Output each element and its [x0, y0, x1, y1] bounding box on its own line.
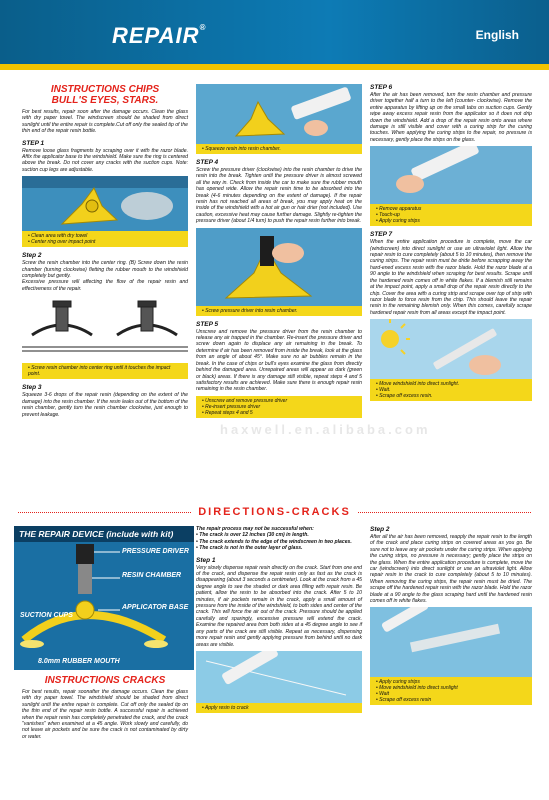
step7-photo: [370, 319, 532, 379]
cracks-note-3: • The crack is not in the outer layer of glass.: [196, 545, 303, 552]
cracks-column-3: [370, 526, 532, 705]
cracks-step2-title: Step 2: [370, 526, 390, 533]
chips-intro: For best results, repair soon after the damage occurs. Clean the glass with dry paper towel. The windscreen should be shaded from direct sunlight until the entire repair is complete.Cut off only the sealed tip of the thin end of the repair resin bottle.: [22, 109, 188, 135]
chips-step1-title: STEP 1: [22, 139, 45, 147]
language-label: English: [475, 28, 519, 42]
rubber-mouth-label: 8.0mm RUBBER MOUTH: [38, 658, 120, 665]
chips-step6-title: STEP 6: [370, 84, 393, 91]
step6-caption: • Remove apparatus • Touch-up • Apply curing strips: [370, 204, 532, 226]
step1-photo: [22, 176, 188, 231]
step7-caption: • Move windshield into direct sunlight. • Wait. • Scrape off excess resin.: [370, 379, 532, 401]
pressure-driver-label: PRESSURE DRIVER: [122, 548, 189, 555]
chips-step2-title: Step 2: [22, 252, 42, 260]
sunlight-curing-image: [370, 319, 532, 379]
chips-column-2: [196, 84, 362, 418]
cracks-step2-caption: • Apply curing strips • Move windshield into direct sunlight • Wait • Scrape off excess resin: [370, 677, 532, 705]
chips-step5-text: Unscrew and remove the pressure driver from the resin chamber to release any air trapped in the chamber. Re-insert the pressure driver and screw down again to displace any air remaining in the break. To determine if air has been removed from inside the break, look at the glass from an angle of about 45°. Make sure no air bubbles remain in the break. In the case of chips or bull's eyes examine the glass from directly behind the damaged area. Unrepaired areas will appear as dark (green or black) areas. If there is any damage still visible, repeat steps 4 and 5 satisfactory results are achieved. Make sure there is enough repair resin remaining in the resin chamber.: [196, 328, 362, 393]
cracks-step1-photo: [196, 651, 362, 703]
pressure-driver-image: [196, 228, 362, 306]
suction-cups-label: SUCTION CUPS: [20, 612, 73, 619]
apply-resin-crack-image: [196, 651, 362, 703]
resin-chamber-label: RESIN CHAMBER: [122, 572, 182, 579]
chips-step7-title: STEP 7: [370, 231, 393, 239]
repair-device-box: [14, 526, 194, 670]
cracks-step1-text: Very slowly dispense repair resin directly on the crack. Start from one end of the crack, and dispense the repair resin only as fast as the crack is disappearing (about 3 seconds a centimeter). Look at the crack from a 45 degree angle to see the shaded or dark area filling with repair resin. Be patient, allow the resin to be absorbed into the crack. After 5 to 10 minutes, if air pockets remain in the crack, apply a small amount of pressure from the inside of the windshield, to both sides and center of the crack. This will force the air out of the crack. Pressure should be applied carefully and sparingly, excessive pressure will extend the crack. Examine the repaired area from both sides at a 45 degree angle to see if any parts of the crack are still visible. Repeat as necessary, dispensing more repair resin and gently applying pressure from behind until no dark areas are visible.: [196, 564, 362, 648]
cracks-intro: For best results, repair soonafter the damage occurs. Clean the glass with dry paper towel. The windshield should be shaded from direct sunlight until the entire repair is complete. Cut off only the sealed tip on the thin end of the repair resin bottle. A successful repair is achieved when the repair resin has completely penetrated the crack, and the crack "vanishes" when examined at a 45 angle. Work slowly and carefully, do not leave air pockets and be sure the crack is not contaminated by dirty or water.: [22, 689, 188, 740]
cracks-note-1: • The crack is over 12 inches (30 cm) in length.: [196, 532, 309, 539]
page-header: [0, 0, 549, 70]
cracks-notes-title: The repair process may not be successful when:: [196, 526, 314, 532]
chips-step4-title: STEP 4: [196, 159, 219, 166]
chips-title: INSTRUCTIONS CHIPS BULL'S EYES, STARS.: [50, 84, 160, 106]
chips-column-1: [22, 84, 188, 418]
cracks-column-2: [196, 526, 362, 713]
header-yellow-strip: [0, 64, 549, 70]
chips-step1-text: Remove loose glass fragments by scraping over it with the razor blade. Affix the applicator base to the windshield. Make sure the ring is centered above the break. Do not cover any cracks with the suction cups. Note: suction cup legs are adjustable.: [22, 147, 188, 173]
repair-device-title: THE REPAIR DEVICE (include with kit): [14, 526, 194, 542]
cracks-step2-photo: [370, 607, 532, 677]
step5-caption: • Unscrew and remove pressure driver • Re-insert pressure driver • Repeat steps 4 and 5: [196, 396, 362, 418]
curing-strips-image: [370, 607, 532, 677]
step1-caption: • Clean area with dry towel • Center ring over impact point: [22, 231, 188, 247]
resin-chamber-diagram: [22, 295, 188, 363]
cracks-note-2: • The crack extends to the edge of the windscreen in two places.: [196, 538, 352, 545]
step3-photo: [196, 84, 362, 144]
chips-step5-title: STEP 5: [196, 320, 219, 328]
cracks-column-1: [22, 675, 188, 740]
repair-device-illustration: [14, 540, 194, 666]
step6-photo: [370, 146, 532, 204]
applicator-base-image: [22, 176, 188, 231]
step3-caption: • Squeeze resin into resin chamber.: [196, 144, 362, 154]
step2-caption: • Screw resin chamber into center ring until it touches the impact point.: [22, 363, 188, 379]
chips-step3-text: Squeeze 3-6 drops of the repair resin (depending on the extent of the damage) into the resin chamber. If the resin leaks out of the bottom of the resin chamber, gently turn the resin chamber clockwise, just enough to prevent leakage.: [22, 392, 188, 418]
step4-caption: • Screw pressure driver into resin chamber.: [196, 306, 362, 316]
chips-step4-text: Screw the pressure driver (clockwise) into the resin chamber to drive the resin into the break. Tighten until the pressure driver is almost screwed all the way in. Check from inside the car to make sure the rubber mouth has opened wide. Allow the repair resin time to be absorbed into the break (4-6 minutes depending on the extent of damage). If the repair resin has not reached all areas of break, you may apply heat on the inside of the windshield with a hot air gun or hair drier (not included). Use caution, excessive heat may cause further damage. Slightly re-tighten the pressure driver (about 1/4 turn) to push the repair resin further into break.: [196, 167, 362, 225]
cracks-step2-text: After all the air has been removed, reapply the repair resin to the length of the crack and place curing strips on covered areas as you go. Be sure not to leave any air pockets under the curing strips. When applying the curing strips, no pressure is necessary; gently place the strips on the glass. When the entire application procedure is complete, move the car (windscreen) into direct sunlight or use an ultraviolet light. Allow repair resin in the crack to cure completely (about 5 to 10 minutes). When removing the curing strips, the repair resin must be dried. The scrape off the hardened repair resin with the razor blade. Hold the razor blade at a 90 angle to the glass scraping hard until the hardened resin comes off in white flakes.: [370, 534, 532, 605]
resin-touchup-image: [370, 146, 532, 204]
applicator-base-label: APPLICATOR BASE: [122, 604, 189, 611]
chips-step6-text: After the air has been removed, turn the resin chamber and pressure driver together half a turn to the left (counter- clockwise). Remove the entire apparatus by lifting up on the small tabs on suction cups. Gently wipe away excess repair resin from the applicator so it does not drip down the windshield. Add a drop of the repair resin onto areas where damage is still visible and cover with a curing strip for the curing touches. When applying the curing strips to the repair, no pressure is necessary, gently place the strips on the glass.: [370, 92, 532, 143]
cracks-section-title: DIRECTIONS-CRACKS: [0, 506, 549, 520]
cracks-step1-caption: • Apply resin to crack: [196, 703, 362, 713]
chips-step3-title: Step 3: [22, 384, 42, 392]
chips-column-3: [370, 84, 532, 401]
step4-photo: [196, 228, 362, 306]
chips-step2-text: Screw the resin chamber into the center ring. (B) Screw down the resin chamber (turning clockwise) fletting the rubber mouth to the windshield completely but gently. Excessive pressure will affecting the flow of the repair resin and effectiveness of the repair.: [22, 260, 188, 292]
cracks-step1-title: Step 1: [196, 556, 216, 564]
resin-bottle-image: [196, 84, 362, 144]
chips-step7-text: When the entire application procedure is complete, move the car (windscreen) into direct sunlight or use an ultraviolet light. Allow the repair resin to cure completely (about 5 to 10 minutes), then remove the curing strips. The repair resin must be dride before scrapping away the hard-ened excess resin with the razor blade. Hold the razor blade at a 90 angle to the windshield when scraping for best results. Scrape until the hardened resin comes off in white flakes. If a blemish still remains at the impact point, apply a small drop of the repair resin directly to the chip. Cover the area with a curing strip and scrape over top of strip with razor blade to force resin from the chip. This should leave the repair resin in the remaining blemish only. When this comes, carefully scrape hardened repair resin from all areas except the impact point.: [370, 239, 532, 316]
repair-logo: REPAIR®: [112, 23, 207, 48]
step2-diagram: [22, 295, 188, 363]
cracks-title: INSTRUCTIONS CRACKS: [44, 675, 166, 686]
watermark: haxwell.en.alibaba.com: [220, 422, 431, 437]
